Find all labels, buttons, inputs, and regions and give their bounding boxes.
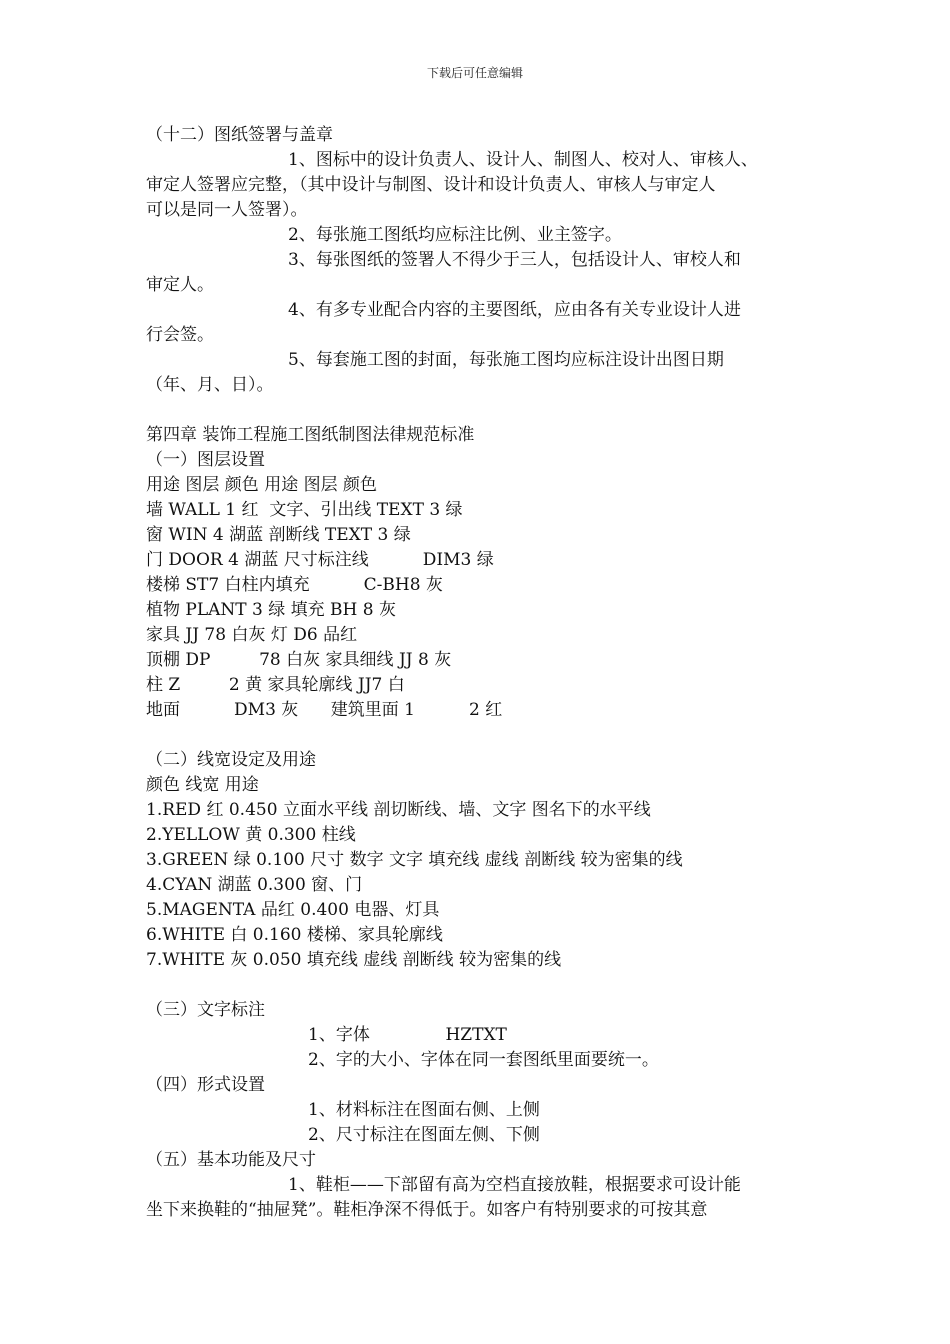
paragraph-line: （年、月、日）。	[146, 375, 274, 395]
width-line: 颜色 线宽 用途	[146, 775, 259, 795]
paragraph-line: 2、尺寸标注在图面左侧、下侧	[308, 1125, 540, 1145]
paragraph-line: 坐下来换鞋的“抽屉凳”。鞋柜净深不得低于。如客户有特别要求的可按其意	[146, 1200, 708, 1220]
layer-line: 植物 PLANT 3 绿 填充 BH 8 灰	[146, 600, 396, 620]
width-line: 2.YELLOW 黄 0.300 柱线	[146, 825, 356, 845]
section-title: （二）线宽设定及用途	[146, 750, 316, 770]
paragraph-line: 1、材料标注在图面右侧、上侧	[308, 1100, 540, 1120]
layer-line: 家具 JJ 78 白灰 灯 D6 品红	[146, 625, 358, 645]
paragraph-line: 审定人签署应完整，（其中设计与制图、设计和设计负责人、审核人与审定人	[146, 175, 716, 195]
paragraph-line: 审定人。	[146, 275, 214, 295]
layer-line: 墙 WALL 1 红 文字、引出线 TEXT 3 绿	[146, 500, 463, 520]
paragraph-line: 1、图标中的设计负责人、设计人、制图人、校对人、审核人、	[288, 150, 758, 170]
layer-line: 门 DOOR 4 湖蓝 尺寸标注线 DIM3 绿	[146, 550, 494, 570]
width-line: 1.RED 红 0.450 立面水平线 剖切断线、墙、文字 图名下的水平线	[146, 800, 651, 820]
chapter-title: 第四章 装饰工程施工图纸制图法律规范标准	[146, 425, 475, 445]
width-line: 5.MAGENTA 品红 0.400 电器、灯具	[146, 900, 440, 920]
section-title: （十二）图纸签署与盖章	[146, 125, 333, 145]
layer-line: 柱 Z 2 黄 家具轮廓线 JJ7 白	[146, 675, 405, 695]
layer-line: 用途 图层 颜色 用途 图层 颜色	[146, 475, 378, 495]
width-line: 7.WHITE 灰 0.050 填充线 虚线 剖断线 较为密集的线	[146, 950, 562, 970]
width-line: 4.CYAN 湖蓝 0.300 窗、门	[146, 875, 363, 895]
paragraph-line: 3、每张图纸的签署人不得少于三人，包括设计人、审校人和	[288, 250, 741, 270]
section-title: （四）形式设置	[146, 1075, 265, 1095]
paragraph-line: 5、每套施工图的封面，每张施工图均应标注设计出图日期	[288, 350, 724, 370]
paragraph-line: 1、鞋柜——下部留有高为空档直接放鞋，根据要求可设计能	[288, 1175, 741, 1195]
section-title: （一）图层设置	[146, 450, 265, 470]
width-line: 3.GREEN 绿 0.100 尺寸 数字 文字 填充线 虚线 剖断线 较为密集的线	[146, 850, 683, 870]
width-line: 6.WHITE 白 0.160 楼梯、家具轮廓线	[146, 925, 443, 945]
section-title: （五）基本功能及尺寸	[146, 1150, 316, 1170]
layer-line: 楼梯 ST7 白柱内填充 C-BH8 灰	[146, 575, 443, 595]
layer-line: 顶棚 DP 78 白灰 家具细线 JJ 8 灰	[146, 650, 452, 670]
paragraph-line: 可以是同一人签署）。	[146, 200, 308, 220]
paragraph-line: 行会签。	[146, 325, 214, 345]
layer-line: 窗 WIN 4 湖蓝 剖断线 TEXT 3 绿	[146, 525, 411, 545]
page-header: 下载后可任意编辑	[426, 66, 523, 80]
section-title: （三）文字标注	[146, 1000, 265, 1020]
paragraph-line: 1、字体 HZTXT	[308, 1025, 507, 1045]
paragraph-line: 4、有多专业配合内容的主要图纸，应由各有关专业设计人进	[288, 300, 741, 320]
paragraph-line: 2、每张施工图纸均应标注比例、业主签字。	[288, 225, 622, 245]
paragraph-line: 2、字的大小、字体在同一套图纸里面要统一。	[308, 1050, 659, 1070]
layer-line: 地面 DM3 灰 建筑里面 1 2 红	[146, 700, 503, 720]
document-body	[146, 123, 806, 1223]
